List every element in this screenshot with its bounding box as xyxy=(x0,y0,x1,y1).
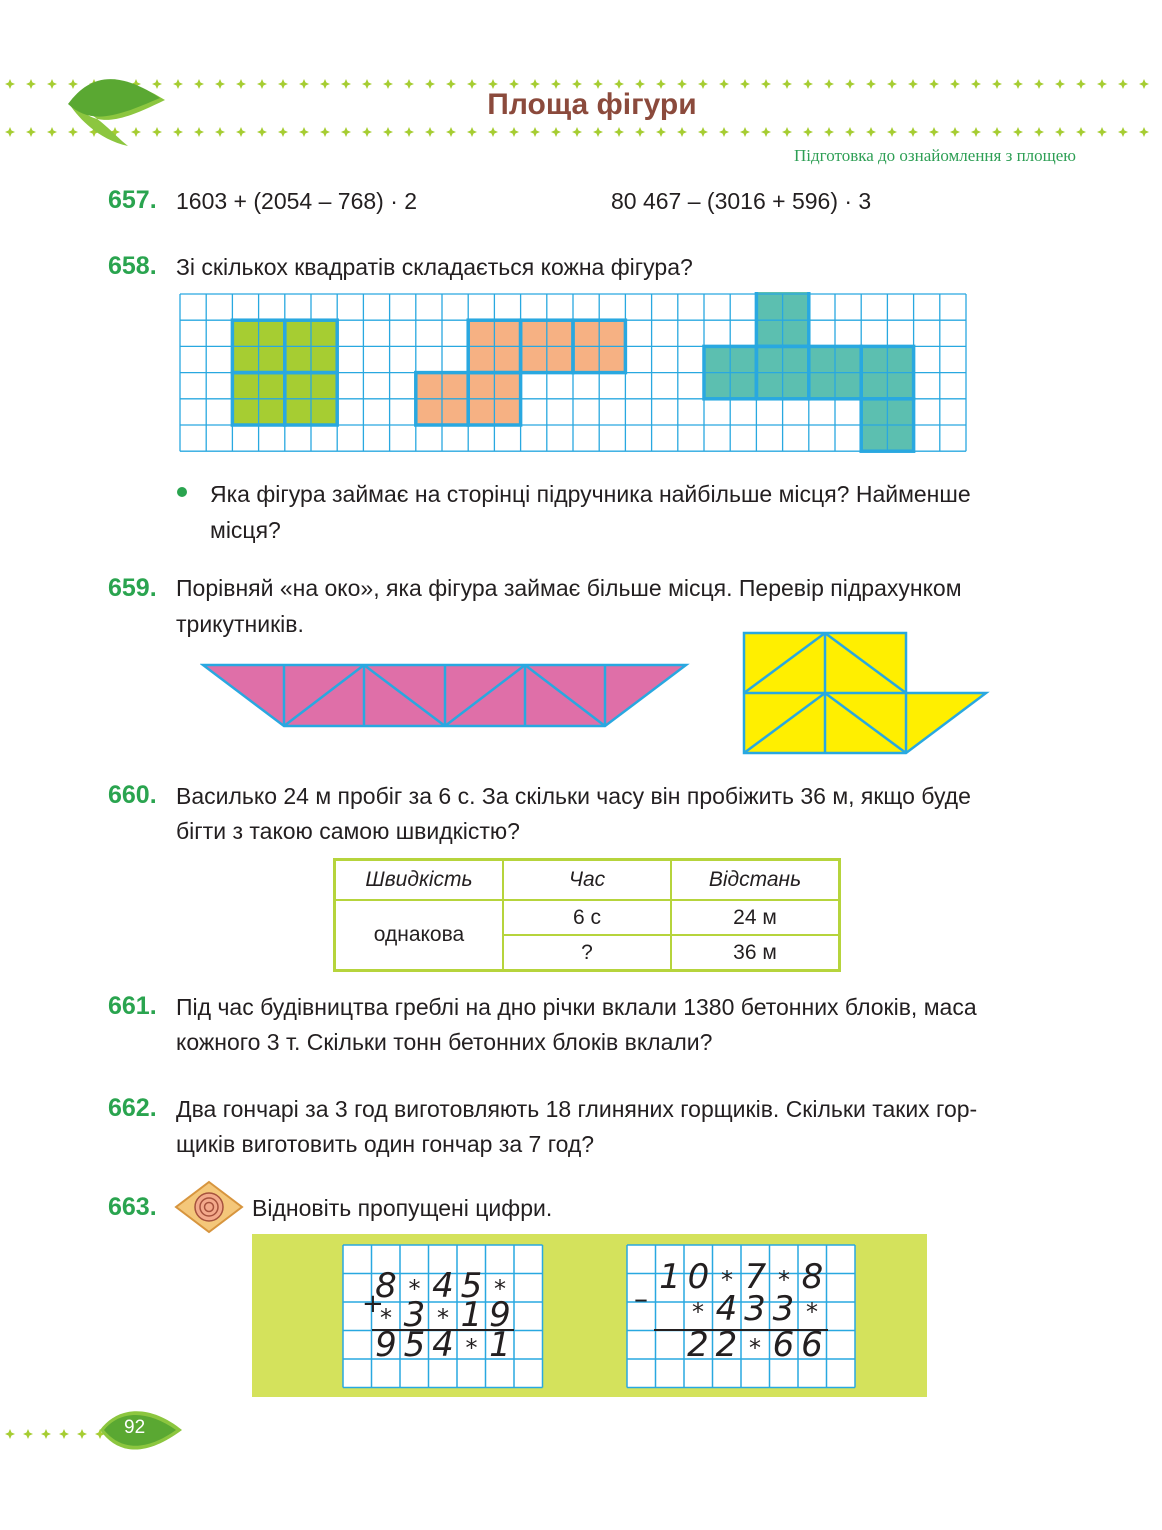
puzzle-digit: * xyxy=(749,1334,761,1362)
speed-cell: однакова xyxy=(335,900,504,971)
puzzle-digit: * xyxy=(692,1298,704,1326)
puzzle-digit: * xyxy=(380,1304,392,1332)
puzzle-digit: 1 xyxy=(489,1325,511,1365)
puzzle-digit: 9 xyxy=(375,1325,397,1365)
task-661-line-1: Під час будівництва греблі на дно річки вклали 1380 бетонних блоків, маса xyxy=(176,994,977,1020)
page-number: 92 xyxy=(124,1417,146,1438)
task-660-line-1: Василько 24 м пробіг за 6 с. За скільки часу він пробіжить 36 м, якщо буде xyxy=(176,783,971,809)
puzzle-digit: 9 xyxy=(489,1295,511,1335)
task-662-line-2: щиків виготовить один гончар за 7 год? xyxy=(176,1131,595,1157)
pink-trapezoid-figure xyxy=(200,660,690,730)
puzzle-digit: 3 xyxy=(772,1289,795,1329)
task-658-number: 658. xyxy=(108,252,157,280)
puzzle-digit: * xyxy=(806,1298,818,1326)
puzzle-digit: 4 xyxy=(715,1289,738,1329)
task-662-number: 662. xyxy=(108,1094,157,1122)
header-speed: Швидкість xyxy=(335,860,504,901)
section-subtitle: Підготовка до ознайомлення з площею xyxy=(794,146,1076,165)
time-cell: ? xyxy=(503,935,671,971)
table-header-row xyxy=(335,860,840,901)
bullet-icon xyxy=(177,487,187,497)
task-658-question: Зі скількох квадратів складається кожна фігура? xyxy=(176,254,693,280)
task-659-line-1: Порівняй «на око», яка фігура займає більше місця. Перевір підрахунком xyxy=(176,575,962,601)
subtraction-puzzle-grid xyxy=(624,1242,858,1392)
puzzle-digit: 5 xyxy=(460,1266,483,1306)
puzzle-digit: 2 xyxy=(715,1325,738,1365)
distance-cell: 36 м xyxy=(671,935,840,971)
task-660-line-2: бігти з такою самою швидкістю? xyxy=(176,818,520,844)
puzzle-digit: * xyxy=(721,1266,733,1294)
puzzle-digit: 7 xyxy=(744,1257,767,1297)
puzzle-digit: 4 xyxy=(432,1325,454,1365)
minus-sign: – xyxy=(634,1282,648,1315)
header-distance: Відстань xyxy=(671,860,840,901)
footer-decoration xyxy=(0,1398,200,1468)
time-cell: 6 с xyxy=(503,900,671,935)
header-time: Час xyxy=(503,860,671,901)
puzzle-digit: * xyxy=(408,1275,421,1303)
target-icon xyxy=(174,1180,244,1234)
puzzle-digit: 3 xyxy=(744,1289,766,1329)
plus-sign: + xyxy=(362,1289,384,1319)
task-657-expression-2: 80 467 – (3016 + 596) · 3 xyxy=(611,188,872,214)
task-658-bullet-line-1: Яка фігура займає на сторінці підручника найбільше місця? Найменше xyxy=(210,481,971,507)
task-659-number: 659. xyxy=(108,574,157,602)
puzzle-digit: 8 xyxy=(801,1257,824,1297)
yellow-figure xyxy=(740,630,990,756)
table-row xyxy=(335,900,840,935)
puzzle-digit: 6 xyxy=(772,1325,795,1365)
distance-cell: 24 м xyxy=(671,900,840,935)
task-657-expression-1: 1603 + (2054 – 768) · 2 xyxy=(176,188,418,214)
puzzle-digit: 1 xyxy=(460,1295,483,1335)
puzzle-digit: 2 xyxy=(687,1325,709,1365)
task-657-number: 657. xyxy=(108,186,157,214)
page-title: Площа фігури xyxy=(487,88,697,121)
task-658-bullet-line-2: місця? xyxy=(210,517,281,543)
task-661-line-2: кожного 3 т. Скільки тонн бетонних блоків вклали? xyxy=(176,1029,713,1055)
puzzle-digit: 6 xyxy=(801,1325,823,1365)
addition-puzzle-grid xyxy=(340,1242,546,1392)
puzzle-digit: * xyxy=(778,1266,790,1294)
puzzle-digit: * xyxy=(494,1275,506,1303)
task-662-line-1: Два гончарі за 3 год виготовляють 18 глиняних горщиків. Скільки таких гор- xyxy=(176,1096,978,1122)
puzzle-digit: 8 xyxy=(375,1266,397,1306)
task-663-number: 663. xyxy=(108,1193,157,1221)
puzzle-digit: * xyxy=(465,1334,478,1362)
square-figures-grid xyxy=(178,292,974,468)
puzzle-digit: 0 xyxy=(687,1257,710,1297)
puzzle-digit: 4 xyxy=(432,1266,454,1306)
puzzle-digit: 1 xyxy=(659,1257,681,1297)
task-659-line-2: трикутників. xyxy=(176,611,304,637)
puzzle-digit: 5 xyxy=(403,1325,426,1365)
task-663-question: Відновіть пропущені цифри. xyxy=(252,1195,553,1221)
task-660-number: 660. xyxy=(108,781,157,809)
puzzle-digit: * xyxy=(437,1304,449,1332)
task-661-number: 661. xyxy=(108,992,157,1020)
speed-time-distance-table xyxy=(333,858,841,972)
puzzle-digit: 3 xyxy=(403,1295,426,1335)
